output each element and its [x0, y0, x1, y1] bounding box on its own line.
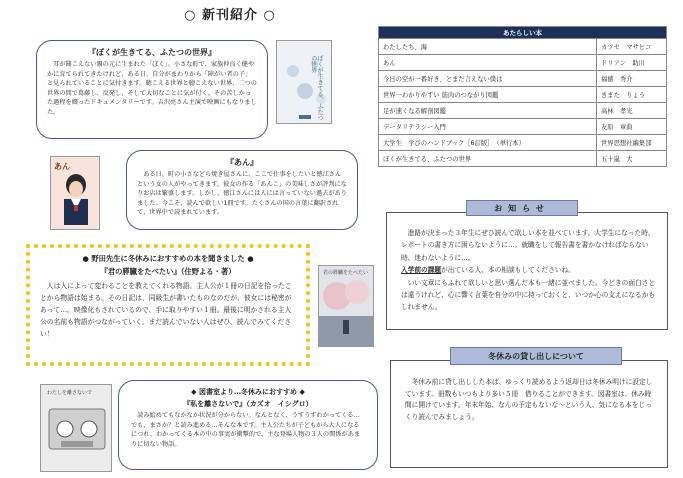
book-author-cell: カツセ マサヒコ	[597, 39, 667, 55]
notice-box	[386, 212, 668, 330]
book-author-cell: 福徳 秀介	[597, 71, 667, 87]
book-cover-title: ぼくが生きてる、ふたつの世界	[309, 55, 323, 121]
book-author-cell: ドリアン 助川	[597, 55, 667, 71]
notice-paragraph-1: 進路が決まった３年生にぜひ読んで欲しい本を並べています。大学生になった時、レポートの書き方に困らないように…。就職をして報告書を書かなければならない時、迷わないように…。	[401, 229, 655, 262]
book-title-cell: わたしたち、海	[379, 39, 597, 55]
table-row	[379, 71, 667, 87]
new-books-table	[378, 26, 667, 167]
book-title-cell: 大学生 学びのハンドブック［6訂版］ （単行本）	[379, 135, 597, 151]
notice-header: お知らせ	[466, 200, 578, 216]
recommendation-heading: ● 野田先生に冬休みにおすすめの本を聞きました ●	[82, 254, 254, 263]
book-author-cell: 五十嵐 大	[597, 151, 667, 167]
book-title-cell: ぼくが生きてる、ふたつの世界	[379, 151, 597, 167]
library-recommendation-book-title: 『私を離さないで』（カズオ イシグロ）	[183, 400, 313, 408]
winter-loan-box	[390, 360, 668, 468]
book-cover-image	[50, 156, 100, 230]
table-row	[379, 151, 667, 167]
book-review-text: 耳が聞こえない親の元に生まれた「ぼく」。小さな町で、家族仲良く健やかに育てられてきたけれど、ある日、自分がまわりから「障がい者の子」と見られていることに気付きます。聴こえる世界と聴こえない世界、二つの世界の間で葛藤し、反発し、そして大切なことに気が付く。その苦しかった過程を綴ったドキュメンタリーです。吉沢亮さん主演で映画にもなりました。	[47, 61, 257, 117]
book-review-box-1	[36, 40, 268, 139]
winter-loan-text: 冬休み前に貸し出しした本は、ゆっくり読めるよう返却日は冬休み明けに設定しています。冊数もいつもより多い５冊 借りることができます。図書室は、休み時間に開けています。年末年始、なんの予定もないな～という人、気になる本をじっくり読んでみましょう。	[405, 378, 653, 422]
book-title-cell: 今日の空が一番好き、とまだ言えない僕は	[379, 71, 597, 87]
book-title-cell: 足が速くなる解剖図鑑	[379, 103, 597, 119]
table-row	[379, 119, 667, 135]
table-row	[379, 135, 667, 151]
recommendation-book-title: 『君の膵臓をたべたい』（住野よる・著）	[100, 267, 236, 276]
table-row	[379, 103, 667, 119]
page-title: ○ 新刊紹介 ○	[184, 8, 276, 23]
book-cover-image	[276, 40, 332, 124]
teacher-recommendation-box	[26, 244, 310, 366]
book-cover-image	[318, 265, 374, 347]
book-cover-image	[40, 384, 112, 472]
table-row	[379, 87, 667, 103]
book-cover-title: わたしを離さないで	[47, 390, 93, 396]
book-review-box-2	[126, 150, 358, 230]
library-recommendation-box	[118, 380, 378, 470]
notice-paragraph-3: いい文章にもふれて欲しいと思い選んだ本も一緒に並べました。今どきの面白さとは違うけれど、心に響く言葉を自分の中に持っておくと、いつか心の支えになるかもしれません。	[401, 278, 656, 312]
recommendation-text: 人は人によって変わることを教えてくれる物語。主人公が１冊の日記を拾ったことから物語は始まる。その日記は、同級生が書いたものなのだが、彼女には秘密があって…。映像化もされているので、手に取りやすい１冊。最後に明かされる主人公の名前も物語がつながっていく。まだ読んでいない人はぜひ、読んでみてください！	[40, 282, 292, 338]
winter-loan-header: 冬休みの貸し出しについて	[450, 347, 622, 365]
book-review-heading: 『ぼくが生きてる、ふたつの世界』	[88, 48, 216, 57]
table-row	[379, 55, 667, 71]
book-review-heading: 『あん』	[226, 158, 258, 167]
notice-paragraph-2: が出ている人、本の相談もしてくださいね。	[441, 266, 575, 275]
new-books-header: あたらしい本	[379, 27, 667, 39]
book-author-cell: 友原 章典	[597, 119, 667, 135]
library-recommendation-heading: ◆ 図書室より…冬休みにおすすめ ◆	[191, 388, 305, 396]
notice-assignment-link: 入学前の課題	[401, 266, 442, 275]
book-author-cell: 高林 孝光	[597, 103, 667, 119]
book-cover-title: 君の膵臓をたべたい	[323, 270, 369, 276]
book-cover-title: あん	[54, 162, 70, 171]
book-title-cell: データリテラシー入門	[379, 119, 597, 135]
book-review-text: ある日、町の小さなどら焼き屋さんに、ここで仕事をしたいと徳江さんという女の人がやってきます。彼女の作る「あんこ」の美味しさが評判になりお店は繁盛します。しかし、徳江さんには人には言っていない過去がありました。今こそ、読んで欲しい1冊です。たくさんの国の言葉に翻訳されて、世界中で読まれています。	[137, 171, 347, 217]
book-title-cell: 世界一わかりやすい 筋肉のつながり図鑑	[379, 87, 597, 103]
table-row	[379, 39, 667, 55]
book-author-cell: きまた りょう	[597, 87, 667, 103]
book-title-cell: あん	[379, 55, 597, 71]
book-author-cell: 世界思想社編集部	[597, 135, 667, 151]
library-recommendation-text: 読み始めてもなかなか状況が分からない。なんとなく、うすうすわかってくる…でも、まさか？と読み進める…そんな本です。主人公たちが子どもから大人になるにつれ、わかってくる本の中の事実が衝撃的で、主な登場人物の３人の関係があまりに切ない物語。	[131, 412, 361, 448]
